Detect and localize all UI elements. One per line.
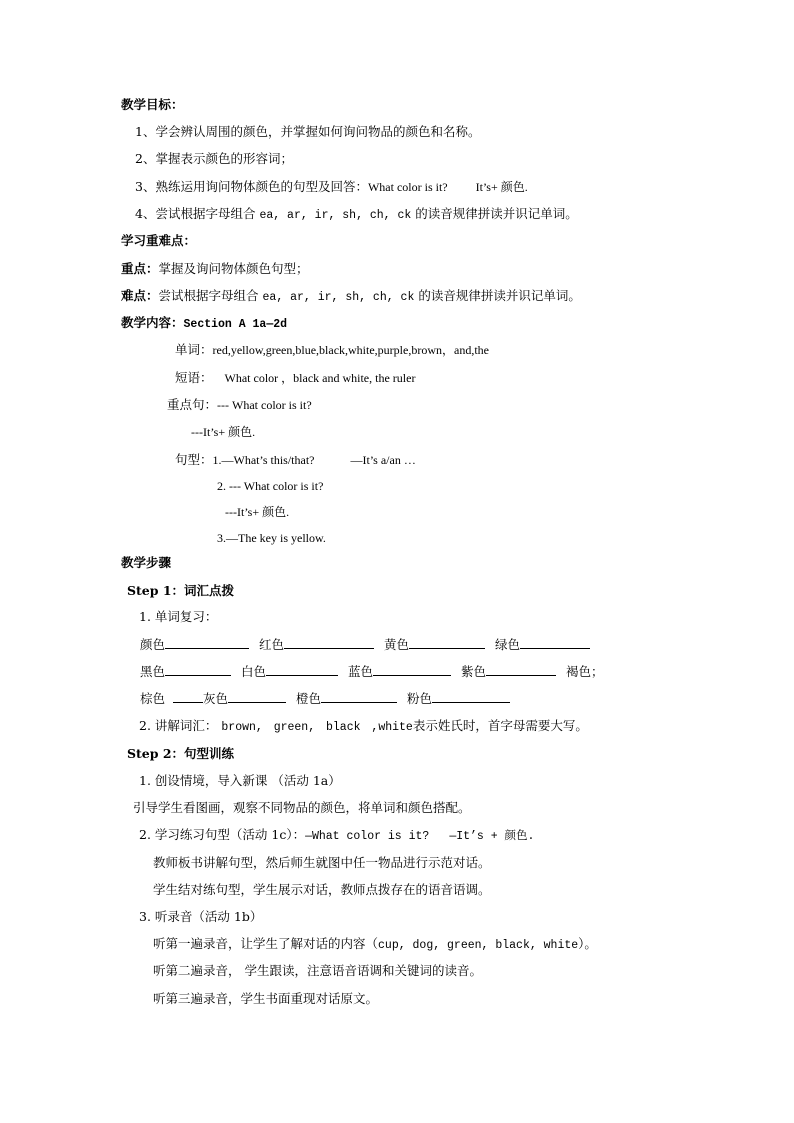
key-point-label: 重点： bbox=[121, 261, 159, 276]
step2-item2-answer: —It’s + 颜色. bbox=[449, 830, 535, 843]
color-blank bbox=[284, 636, 374, 649]
color-row-2 bbox=[140, 663, 604, 680]
color-blank bbox=[228, 690, 286, 703]
steps-heading: 教学步骤 bbox=[121, 555, 172, 570]
objective-3-answer: It’s+ 颜色. bbox=[475, 180, 528, 194]
content-heading-en: Section A 1a—2d bbox=[183, 318, 288, 331]
color-label: 褐色； bbox=[566, 664, 604, 679]
color-blank bbox=[173, 690, 203, 703]
color-blank bbox=[409, 636, 485, 649]
step2-item2-desc1: 教师板书讲解句型，然后师生就图中任一物品进行示范对话。 bbox=[153, 855, 491, 870]
key-sentence-line bbox=[167, 397, 312, 413]
pattern-2a: 2. --- What color is it? bbox=[217, 479, 324, 493]
color-label: 棕色 bbox=[140, 691, 166, 706]
step2-item1-desc: 引导学生看图画，观察不同物品的颜色，将单词和颜色搭配。 bbox=[133, 800, 471, 815]
color-blank bbox=[486, 663, 556, 676]
difficulties-heading: 学习重难点： bbox=[121, 233, 197, 248]
color-label: 红色 bbox=[259, 637, 285, 652]
objective-2: 2、掌握表示颜色的形容词； bbox=[135, 151, 293, 166]
step2-item2 bbox=[139, 827, 534, 845]
pattern-2b: ---It’s+ 颜色. bbox=[225, 505, 290, 519]
pattern-3: 3.—The key is yellow. bbox=[217, 531, 326, 545]
step2-item3-desc3: 听第三遍录音，学生书面重现对话原文。 bbox=[153, 991, 379, 1006]
step2-item3-desc1-pre: 听第一遍录音，让学生了解对话的内容（ bbox=[153, 936, 379, 951]
hard-point bbox=[121, 288, 581, 306]
key-sentence-1: --- What color is it? bbox=[217, 398, 312, 412]
step1-item2-words: brown, green, black ,white bbox=[221, 721, 413, 734]
color-blank bbox=[432, 690, 510, 703]
step2-item2-pre: 2. 学习练习句型（活动 1c）： bbox=[139, 827, 306, 842]
objective-4-post: 的读音规律拼读并识记单词。 bbox=[415, 206, 578, 221]
content-heading bbox=[121, 315, 287, 333]
words-list: red,yellow,green,blue,black,white,purple,brown，and,the bbox=[212, 343, 489, 357]
step2-item3-desc1-post: ）。 bbox=[578, 936, 597, 951]
color-blank bbox=[373, 663, 451, 676]
words-line bbox=[175, 342, 489, 358]
phrases-list: What color ，black and white, the ruler bbox=[224, 371, 416, 385]
key-point bbox=[121, 261, 309, 277]
phrases-line bbox=[175, 370, 415, 386]
objective-1: 1、学会辨认周围的颜色，并掌握如何询问物品的颜色和名称。 bbox=[135, 124, 481, 139]
color-label: 白色 bbox=[241, 664, 267, 679]
content-heading-cn: 教学内容： bbox=[121, 315, 184, 330]
objective-3 bbox=[135, 179, 528, 195]
step2-item1: 1. 创设情境，导入新课 （活动 1a） bbox=[139, 773, 341, 788]
color-blank bbox=[266, 663, 338, 676]
objectives-heading: 教学目标： bbox=[121, 97, 184, 112]
objective-4-pre: 4、尝试根据字母组合 bbox=[135, 206, 256, 221]
color-label: 粉色 bbox=[407, 691, 433, 706]
hard-point-letters: ea, ar, ir, sh, ch, ck bbox=[262, 291, 415, 304]
color-label: 绿色 bbox=[495, 637, 521, 652]
pattern-1a: 1.—What’s this/that? bbox=[212, 453, 315, 467]
step2-item2-question: —What color is it? bbox=[305, 830, 430, 843]
objective-3-question: What color is it? bbox=[367, 180, 448, 194]
key-point-text: 掌握及询问物体颜色句型； bbox=[158, 261, 309, 276]
step2-title: Step 2：句型训练 bbox=[127, 746, 235, 761]
objective-3-text: 3、熟练运用询问物体颜色的句型及回答： bbox=[135, 179, 368, 194]
phrases-label: 短语： bbox=[175, 370, 213, 385]
step1-item1: 1. 单词复习： bbox=[139, 609, 218, 624]
step1-item2 bbox=[139, 718, 588, 736]
color-label: 紫色 bbox=[461, 664, 487, 679]
hard-point-pre: 尝试根据字母组合 bbox=[158, 288, 259, 303]
color-row-1 bbox=[140, 636, 590, 653]
words-label: 单词： bbox=[175, 342, 213, 357]
color-blank bbox=[165, 663, 231, 676]
color-blank bbox=[520, 636, 590, 649]
step2-item3-desc2: 听第二遍录音， 学生跟读，注意语音语调和关键词的读音。 bbox=[153, 963, 482, 978]
step2-item2-desc2: 学生结对练句型，学生展示对话，教师点拨存在的语音语调。 bbox=[153, 882, 491, 897]
pattern-label: 句型： bbox=[175, 452, 213, 467]
objective-4-letters: ea, ar, ir, sh, ch, ck bbox=[259, 209, 412, 222]
hard-point-label: 难点： bbox=[121, 288, 159, 303]
color-blank bbox=[165, 636, 249, 649]
step1-title: Step 1：词汇点拨 bbox=[127, 583, 235, 598]
pattern-line-1 bbox=[175, 452, 416, 468]
key-sentence-label: 重点句： bbox=[167, 397, 218, 412]
hard-point-post: 的读音规律拼读并识记单词。 bbox=[418, 288, 581, 303]
step1-item2-post: 表示姓氏时，首字母需要大写。 bbox=[412, 718, 588, 733]
color-label: 黄色 bbox=[384, 637, 410, 652]
color-blank bbox=[321, 690, 397, 703]
step2-item3: 3. 听录音（活动 1b） bbox=[139, 909, 263, 924]
color-label: 黑色 bbox=[140, 664, 166, 679]
color-label: 蓝色 bbox=[348, 664, 374, 679]
step2-item3-desc1-words: cup, dog, green, black, white bbox=[378, 939, 579, 952]
key-sentence-2: ---It’s+ 颜色. bbox=[191, 425, 256, 439]
color-label: 橙色 bbox=[296, 691, 322, 706]
pattern-1b: —It’s a/an … bbox=[350, 453, 416, 467]
color-label: 灰色 bbox=[203, 691, 229, 706]
step2-item3-desc1 bbox=[153, 936, 597, 954]
step1-item2-pre: 2. 讲解词汇： bbox=[139, 718, 218, 733]
objective-4 bbox=[135, 206, 578, 224]
color-row-3 bbox=[140, 690, 510, 707]
color-label: 颜色 bbox=[140, 637, 166, 652]
